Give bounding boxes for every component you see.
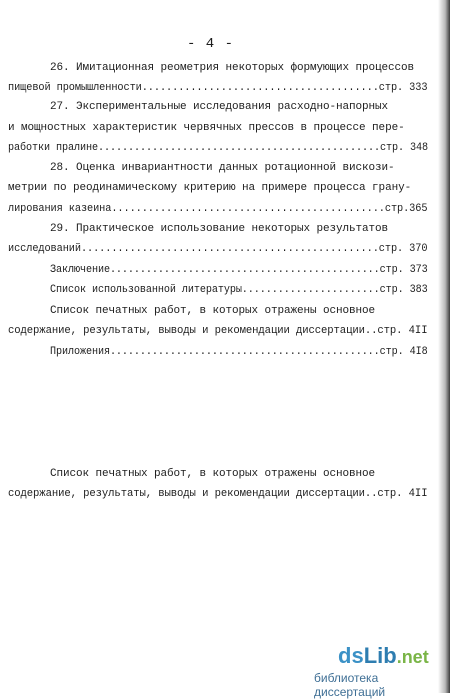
dslib-logo: dsLib.net	[338, 643, 429, 668]
toc-line: 26. Имитационная реометрия некоторых формующих процессов	[50, 62, 415, 74]
watermark-subtitle: библиотека диссертаций	[314, 671, 386, 699]
toc-line: Приложения.............................................стр. 4I8	[50, 346, 428, 358]
toc-line: лирования казеина.............................................стр.365	[8, 203, 428, 215]
toc-line: содержание, результаты, выводы и рекомендации диссертации..стр. 4II	[8, 325, 428, 337]
toc-line: Заключение.............................................стр. 373	[50, 264, 428, 276]
toc-line: Список печатных работ, в которых отражены основное	[50, 305, 376, 317]
page-number: - 4 -	[187, 36, 235, 52]
toc-line: 29. Практическое использование некоторых результатов	[50, 223, 389, 235]
toc-line: работки пралине...............................................стр. 348	[8, 142, 429, 154]
toc-line: 28. Оценка инвариантности данных ротационной вискози-	[50, 162, 395, 174]
toc-line: исследований.................................................стр. 370	[8, 243, 428, 255]
toc-line: Список использованной литературы.......................стр. 383	[50, 284, 428, 296]
toc-line: Список печатных работ, в которых отражены основное	[50, 468, 376, 480]
toc-line: пищевой промышленности.......................................стр. 333	[8, 82, 428, 94]
toc-line: 27. Экспериментальные исследования расходно-напорных	[50, 101, 389, 113]
page-edge-shadow	[438, 0, 450, 693]
toc-line: и мощностных характеристик червячных прессов в процессе пере-	[8, 122, 405, 134]
toc-line: содержание, результаты, выводы и рекомендации диссертации..стр. 4II	[8, 488, 428, 500]
toc-line: метрии по реодинамическому критерию на примере процесса грану-	[8, 182, 412, 194]
